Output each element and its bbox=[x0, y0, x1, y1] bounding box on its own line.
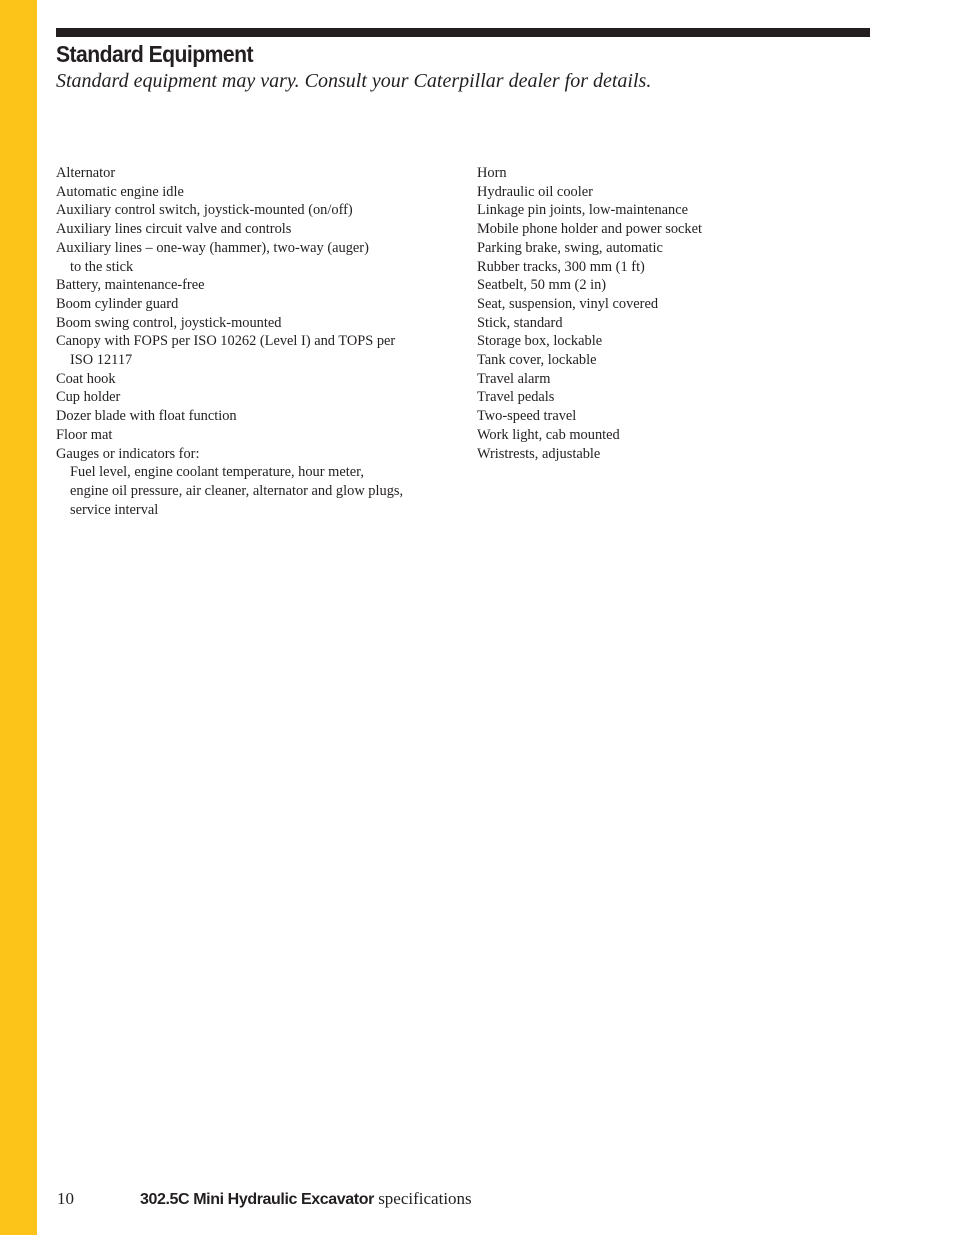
list-item-subitem: service interval bbox=[70, 501, 159, 518]
list-item bbox=[477, 239, 877, 258]
list-item bbox=[477, 407, 877, 426]
list-item-text: Cup holder bbox=[56, 389, 121, 406]
list-item-text: Mobile phone holder and power socket bbox=[477, 221, 702, 238]
list-item bbox=[56, 164, 456, 183]
list-item-text: Linkage pin joints, low-maintenance bbox=[477, 202, 689, 219]
list-item bbox=[56, 445, 456, 520]
list-item bbox=[56, 314, 456, 333]
list-item bbox=[56, 426, 456, 445]
list-item bbox=[477, 351, 877, 370]
list-item-text: Parking brake, swing, automatic bbox=[477, 239, 663, 256]
list-item-text: Boom swing control, joystick-mounted bbox=[56, 314, 282, 331]
list-item-text: Travel alarm bbox=[477, 370, 551, 387]
list-item-text: Auxiliary lines circuit valve and controls bbox=[56, 221, 292, 238]
list-item bbox=[477, 258, 877, 277]
list-item bbox=[477, 220, 877, 239]
list-item-subitem: Fuel level, engine coolant temperature, hour meter, bbox=[70, 464, 364, 481]
list-item-text: Coat hook bbox=[56, 370, 116, 387]
list-item bbox=[56, 201, 456, 220]
side-accent-stripe bbox=[0, 0, 37, 1235]
page-number: 10 bbox=[57, 1189, 74, 1208]
equipment-list-right bbox=[477, 164, 877, 463]
list-item-text: Travel pedals bbox=[477, 389, 555, 406]
list-item-text: Work light, cab mounted bbox=[477, 426, 620, 443]
list-item-text: Floor mat bbox=[56, 426, 113, 443]
list-item bbox=[477, 445, 877, 464]
list-item-continuation: to the stick bbox=[70, 258, 134, 275]
list-item-text: Tank cover, lockable bbox=[477, 352, 597, 369]
list-item bbox=[56, 407, 456, 426]
list-item bbox=[477, 201, 877, 220]
list-item bbox=[56, 276, 456, 295]
list-item-text: Stick, standard bbox=[477, 314, 563, 331]
list-item-text: Canopy with FOPS per ISO 10262 (Level I) and TOPS per bbox=[56, 333, 396, 350]
list-item-continuation: ISO 12117 bbox=[70, 352, 133, 369]
footer-document-title bbox=[140, 1188, 472, 1211]
list-item bbox=[477, 388, 877, 407]
list-item bbox=[56, 183, 456, 202]
list-item-text: Auxiliary lines – one-way (hammer), two-way (auger) bbox=[56, 239, 369, 256]
list-item-text: Horn bbox=[477, 165, 507, 181]
list-item bbox=[477, 183, 877, 202]
list-item-text: Rubber tracks, 300 mm (1 ft) bbox=[477, 258, 645, 275]
list-item-text: Seat, suspension, vinyl covered bbox=[477, 295, 659, 312]
list-item-text: Alternator bbox=[56, 165, 116, 181]
list-item-text: Two-speed travel bbox=[477, 408, 577, 425]
footer-model-name: 302.5C Mini Hydraulic Excavator bbox=[140, 1191, 374, 1208]
list-item bbox=[477, 332, 877, 351]
footer-suffix: specifications bbox=[373, 1189, 472, 1208]
equipment-list-left bbox=[56, 164, 456, 519]
list-item-text: Gauges or indicators for: bbox=[56, 445, 200, 462]
list-item bbox=[56, 370, 456, 389]
list-item bbox=[56, 388, 456, 407]
list-item-text: Hydraulic oil cooler bbox=[477, 183, 593, 200]
list-item bbox=[477, 314, 877, 333]
list-item bbox=[56, 332, 456, 369]
list-item-text: Auxiliary control switch, joystick-mounted (on/off) bbox=[56, 202, 353, 219]
list-item-text: Seatbelt, 50 mm (2 in) bbox=[477, 277, 607, 294]
list-item-text: Automatic engine idle bbox=[56, 183, 184, 200]
list-item-text: Storage box, lockable bbox=[477, 333, 603, 350]
list-item-text: Dozer blade with float function bbox=[56, 408, 237, 425]
list-item bbox=[477, 370, 877, 389]
list-item bbox=[477, 295, 877, 314]
list-item bbox=[477, 276, 877, 295]
list-item bbox=[56, 295, 456, 314]
list-item-text: Battery, maintenance-free bbox=[56, 277, 205, 294]
list-item bbox=[56, 239, 456, 276]
header-rule bbox=[56, 28, 870, 37]
list-item-subitem: engine oil pressure, air cleaner, alternator and glow plugs, bbox=[70, 482, 404, 499]
list-item-text: Boom cylinder guard bbox=[56, 295, 179, 312]
list-item bbox=[477, 164, 877, 183]
list-item-text: Wristrests, adjustable bbox=[477, 445, 601, 462]
page-title: Standard Equipment bbox=[56, 41, 253, 67]
page-subtitle: Standard equipment may vary. Consult your Caterpillar dealer for details. bbox=[56, 70, 652, 92]
list-item bbox=[477, 426, 877, 445]
list-item bbox=[56, 220, 456, 239]
